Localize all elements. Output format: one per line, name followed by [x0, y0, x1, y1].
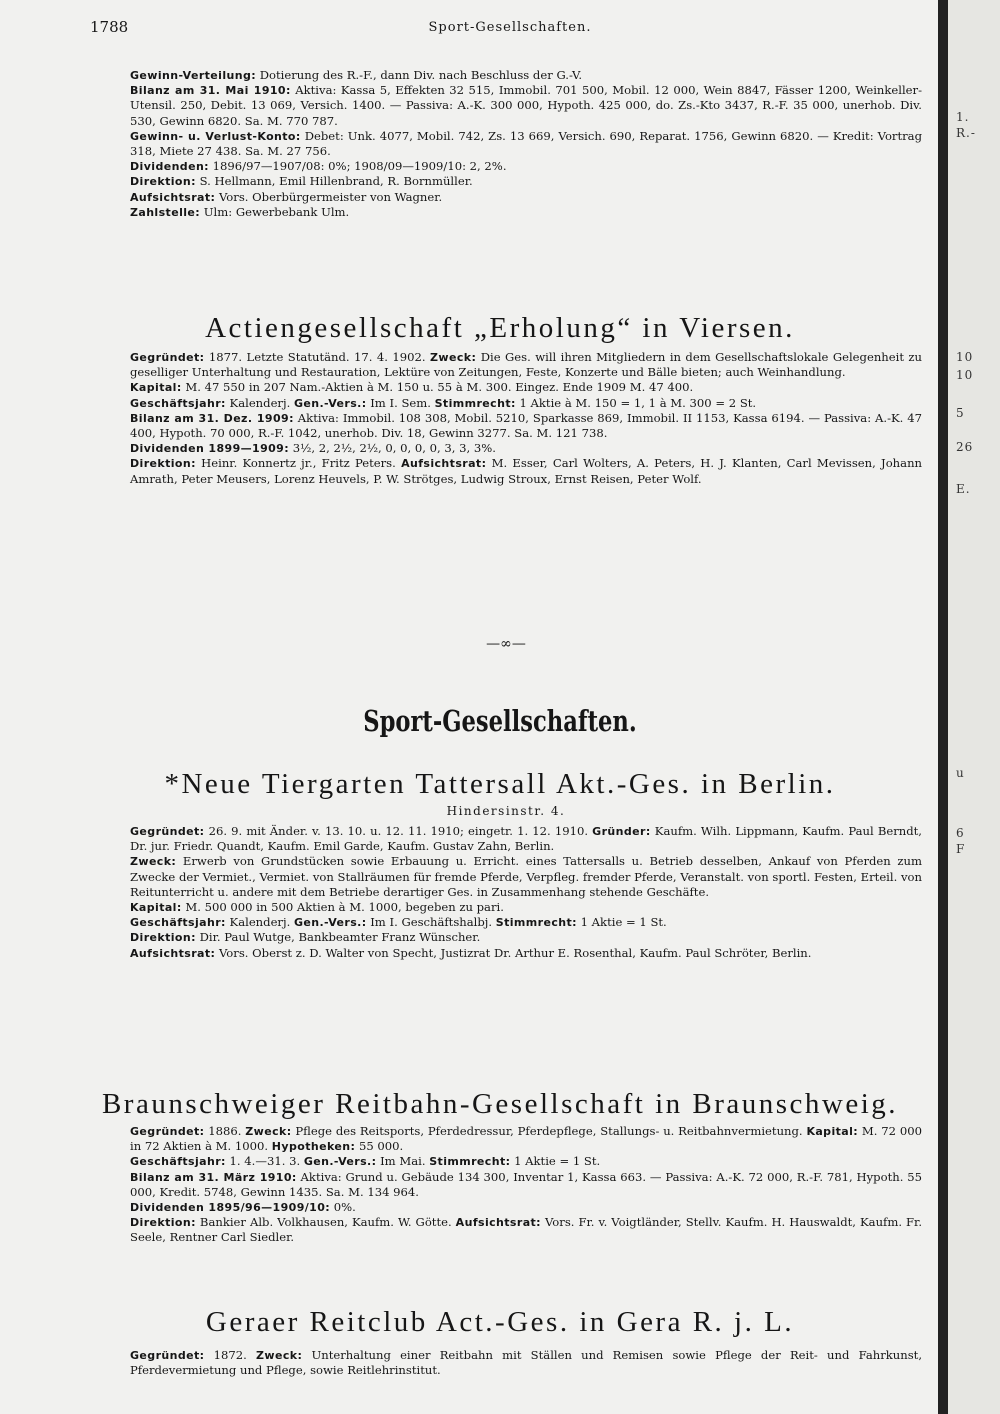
entry-paragraph: Geschäftsjahr: Kalenderj. Gen.-Vers.: Im I. Geschäftshalbj. Stimmrecht: 1 Aktie = 1 St. [130, 915, 667, 930]
adjacent-page-fragment: 10 [956, 350, 974, 364]
company-title-braunschweig: Braunschweiger Reitbahn-Gesellschaft in Braunschweig. [101, 1088, 899, 1120]
entry-paragraph: Gegründet: 1872. Zweck: Unterhaltung einer Reitbahn mit Ställen und Remisen sowie Pflege der Reit- und Fahrkunst, Pferdevermietung und Pflege, sowie Reitlehrinstitut. [130, 1348, 923, 1378]
page-number: 1788 [90, 18, 129, 36]
entry-paragraph: Bilanz am 31. Mai 1910: Aktiva: Kassa 5, Effekten 32 515, Immobil. 701 500, Mobil. 12 000, Wein 8847, Fässer 1200, Weinkeller-Utensil. 250, Debit. 13 069, Versich. 1400. — Passiva: A.-K. 300 000, Hypoth. 425 000, do. Zs.-Kto 3437, R.-F. 35 000, unerhob. Div. 530, Gewinn 6820. Sa. M. 770 787. [130, 83, 922, 128]
adjacent-page-fragment: 10 [956, 368, 974, 382]
company-title-gera: Geraer Reitclub Act.-Ges. in Gera R. j. L. [205, 1306, 795, 1338]
page-edge-shadow [938, 0, 948, 1414]
adjacent-page-fragment: F [956, 842, 966, 856]
entry-paragraph: Gewinn-Verteilung: Dotierung des R.-F., dann Div. nach Beschluss der G.-V. [130, 68, 583, 82]
entry-paragraph: Dividenden: 1896/97—1907/08: 0%; 1908/09—1909/10: 2, 2%. [130, 159, 507, 174]
entry-paragraph: Direktion: Dir. Paul Wutge, Bankbeamter Franz Wünscher. [130, 930, 481, 945]
entry-paragraph: Direktion: Heinr. Konnertz jr., Fritz Peters. Aufsichtsrat: M. Esser, Carl Wolters, A. Peters, H. J. Klanten, Carl Mevissen, Johann Amrath, Peter Meusers, Lorenz Heuvels, P. W. Strötges, Ludwig Stroux, Ernst Reisen, Peter Wolf. [130, 456, 922, 486]
company-title-erholung: Actiengesellschaft „Erholung“ in Viersen. [205, 312, 795, 344]
adjacent-page-fragment: E. [956, 482, 971, 496]
entry-paragraph: Kapital: M. 500 000 in 500 Aktien à M. 1000, begeben zu pari. [130, 900, 504, 915]
adjacent-page-fragment: 6 [956, 826, 965, 840]
entry-paragraph: Dividenden 1899—1909: 3½, 2, 2½, 2½, 0, 0, 0, 0, 3, 3, 3%. [130, 441, 496, 456]
entry-paragraph: Dividenden 1895/96—1909/10: 0%. [130, 1200, 356, 1215]
entry-paragraph: Geschäftsjahr: 1. 4.—31. 3. Gen.-Vers.: Im Mai. Stimmrecht: 1 Aktie = 1 St. [130, 1154, 601, 1169]
entry-gera [90, 1348, 922, 1378]
adjacent-page-fragment: 26 [956, 440, 974, 454]
adjacent-page-fragment: u [956, 766, 965, 780]
entry-paragraph: Gegründet: 1886. Zweck: Pflege des Reitsports, Pferdedressur, Pferdepflege, Stallungs- u. Reitbahnvermietung. Kapital: M. 72 000 in 72 Aktien à M. 1000. Hypotheken: 55 000. [130, 1124, 923, 1154]
entry-paragraph: Direktion: Bankier Alb. Volkhausen, Kaufm. W. Götte. Aufsichtsrat: Vors. Fr. v. Voigtländer, Stellv. Kaufm. H. Hauswaldt, Kaufm. Fr. Seele, Rentner Carl Siedler. [130, 1215, 923, 1245]
adjacent-page-strip [948, 0, 1000, 1414]
entry-braunschweig [90, 1124, 922, 1246]
running-head [90, 18, 930, 40]
entry-paragraph: Bilanz am 31. Dez. 1909: Aktiva: Immobil. 108 308, Mobil. 5210, Sparkasse 869, Immobil. II 1153, Kassa 6194. — Passiva: A.-K. 47 400, Hypoth. 70 000, R.-F. 1042, unerhob. Div. 18, Gewinn 3277. Sa. M. 121 738. [130, 410, 922, 441]
adjacent-page-fragment: 1. [956, 110, 970, 124]
entry-paragraph: Zahlstelle: Ulm: Gewerbebank Ulm. [130, 204, 350, 219]
company-title-tattersall: *Neue Tiergarten Tattersall Akt.-Ges. in Berlin. [164, 768, 836, 800]
adjacent-page-fragment: 5 [956, 406, 965, 420]
running-title: Sport-Gesellschaften. [428, 20, 592, 35]
entry-paragraph: Gegründet: 1877. Letzte Statutänd. 17. 4. 1902. Zweck: Die Ges. will ihren Mitgliedern in dem Gesellschaftslokale Gelegenheit zu geselliger Unterhaltung und Restauration, Lektüre von Zeitungen, Feste, Konzerte und Bälle bieten; auch Weinhandlung. [130, 350, 922, 380]
section-title: Sport-Gesellschaften. [363, 704, 637, 738]
previous-entry-continuation [90, 68, 922, 220]
adjacent-page-fragment: R.- [956, 126, 976, 140]
entry-paragraph: Geschäftsjahr: Kalenderj. Gen.-Vers.: Im I. Sem. Stimmrecht: 1 Aktie à M. 150 = 1, 1 à M. 300 = 2 St. [130, 395, 757, 410]
entry-tattersall [90, 824, 922, 961]
company-address: Hindersinstr. 4. [446, 804, 566, 818]
entry-paragraph: Kapital: M. 47 550 in 207 Nam.-Aktien à M. 150 u. 55 à M. 300. Eingez. Ende 1909 M. 47 400. [130, 380, 694, 395]
entry-paragraph: Bilanz am 31. März 1910: Aktiva: Grund u. Gebäude 134 300, Inventar 1, Kassa 663. — Passiva: A.-K. 72 000, R.-F. 781, Hypoth. 55 000, Kredit. 5748, Gewinn 1435. Sa. M. 134 964. [130, 1169, 922, 1199]
entry-erholung [90, 350, 922, 487]
entry-paragraph: Aufsichtsrat: Vors. Oberst z. D. Walter von Specht, Justizrat Dr. Arthur E. Rosenthal, Kaufm. Paul Schröter, Berlin. [130, 945, 812, 960]
ornament-divider: —∞— [486, 636, 526, 652]
entry-paragraph: Aufsichtsrat: Vors. Oberbürgermeister von Wagner. [130, 189, 443, 204]
entry-paragraph: Gewinn- u. Verlust-Konto: Debet: Unk. 4077, Mobil. 742, Zs. 13 669, Versich. 690, Reparat. 1756, Gewinn 6820. — Kredit: Vortrag 318, Miete 27 438. Sa. M. 27 756. [130, 128, 922, 159]
entry-paragraph: Gegründet: 26. 9. mit Änder. v. 13. 10. u. 12. 11. 1910; eingetr. 1. 12. 1910. Gründer: Kaufm. Wilh. Lippmann, Kaufm. Paul Berndt, Dr. jur. Friedr. Quandt, Kaufm. Emil Garde, Kaufm. Gustav Zahn, Berlin. [130, 824, 922, 854]
entry-paragraph: Zweck: Erwerb von Grundstücken sowie Erbauung u. Erricht. eines Tattersalls u. Betrieb desselben, Ankauf von Pferden zum Zwecke der Vermiet., Vermiet. von Stallräumen für fremde Pferde, Verpfleg. fremder Pferde, Veranstalt. von sportl. Festen, Erteil. von Reitunterricht u. andere mit dem Betriebe derartiger Ges. in Zusammenhang stehende Geschäfte. [130, 854, 922, 899]
entry-paragraph: Direktion: S. Hellmann, Emil Hillenbrand, R. Bornmüller. [130, 174, 473, 189]
